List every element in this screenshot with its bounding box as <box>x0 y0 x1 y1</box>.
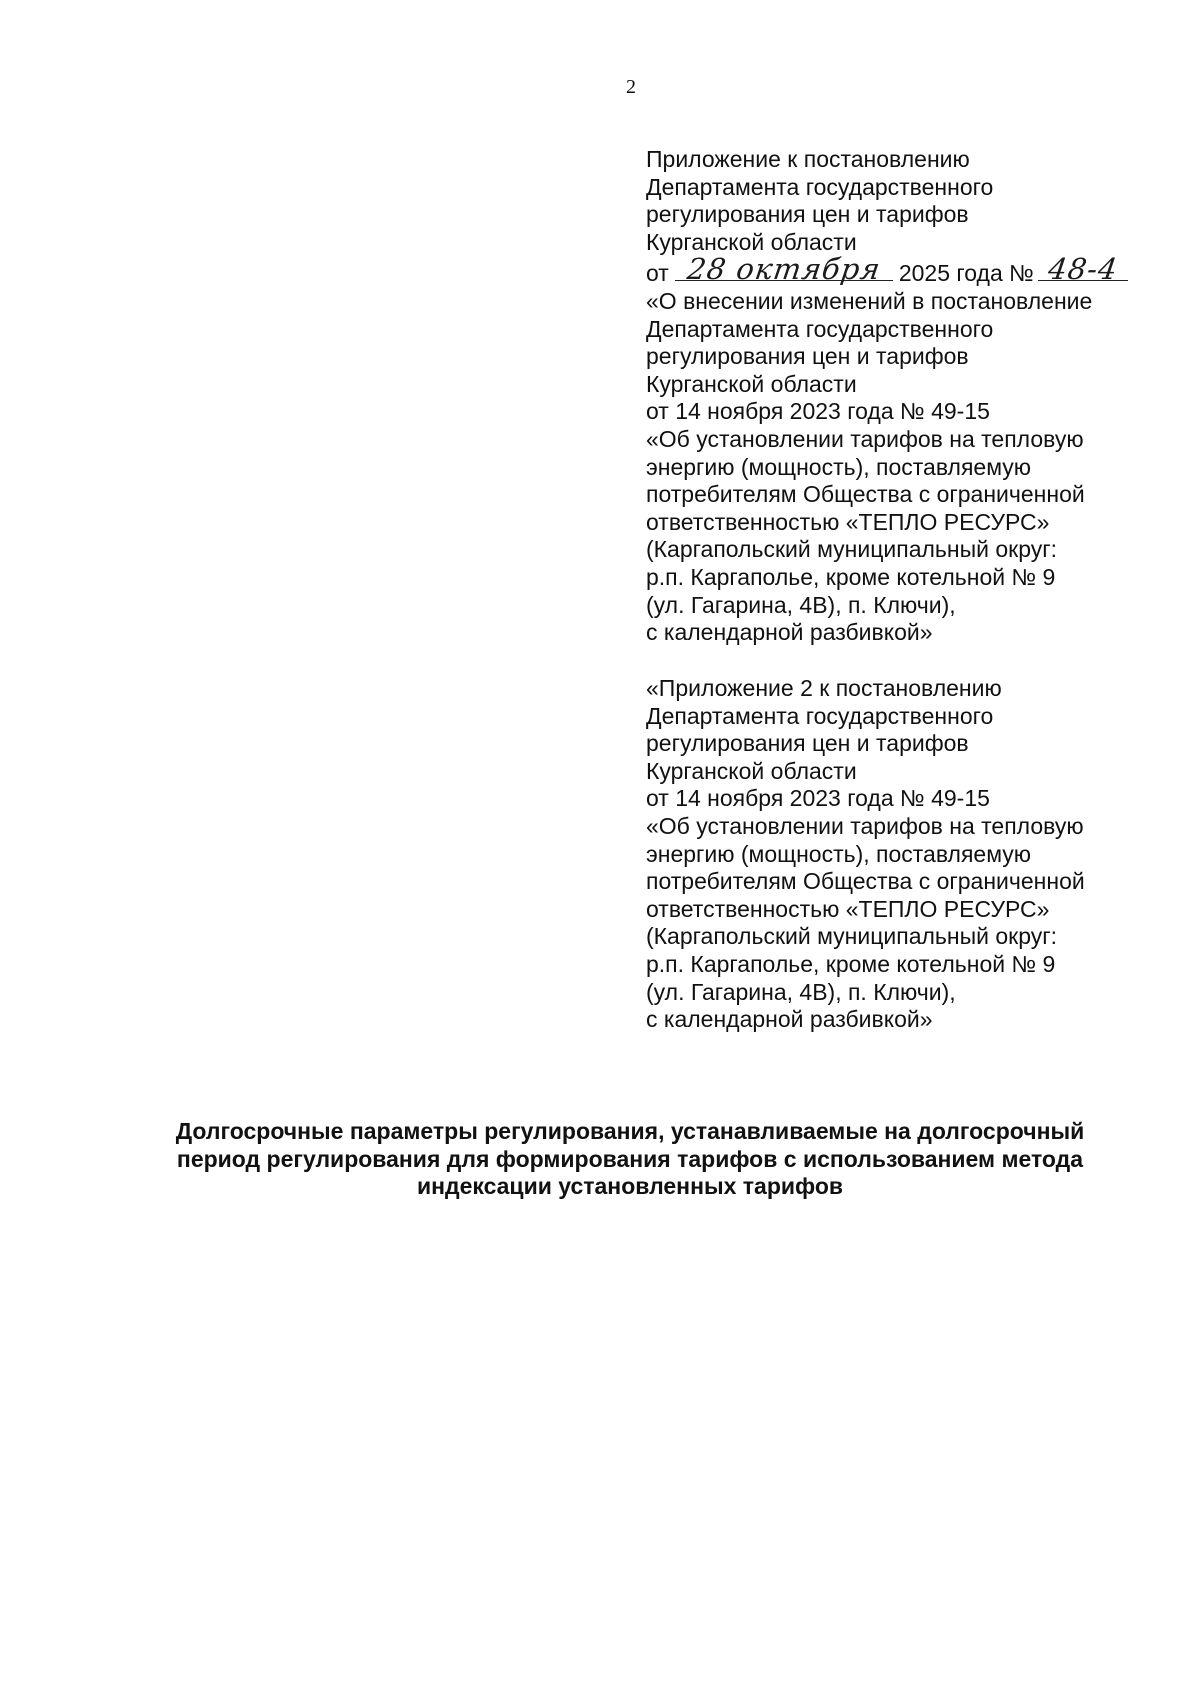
annex-line: Департамента государственного <box>646 702 994 729</box>
document-title <box>140 1118 1120 1201</box>
annex-line: Курганской области <box>646 757 857 784</box>
page-number: 2 <box>626 76 636 98</box>
annex-line: «Приложение 2 к постановлению <box>646 675 1002 701</box>
handwritten-date: 28 октября <box>685 251 883 286</box>
annex-line: «Об установлении тарифов на тепловую <box>646 425 1084 452</box>
annex-line: энергию (мощность), поставляемую <box>646 840 1032 867</box>
annex-line: (Каргапольский муниципальный округ: <box>646 536 1058 563</box>
annex-line: с календарной разбивкой» <box>646 619 933 646</box>
title-line: Долгосрочные параметры регулирования, устанавливаемые на долгосрочный <box>175 1118 1085 1144</box>
handwritten-number-field <box>1038 251 1128 286</box>
annex-line: потребителям Общества с ограниченной <box>646 481 1085 508</box>
annex-2-header <box>646 675 1085 1034</box>
annex-line: с календарной разбивкой» <box>646 1006 933 1033</box>
annex-line: (ул. Гагарина, 4В), п. Ключи), <box>646 591 956 618</box>
annex-line: Курганской области <box>646 370 857 397</box>
resolution-date-line <box>646 251 1128 288</box>
annex-line: «Об установлении тарифов на тепловую <box>646 812 1084 839</box>
title-line: период регулирования для формирования тарифов с использованием метода <box>176 1145 1084 1172</box>
handwritten-date-field <box>675 251 893 286</box>
annex-line: Курганской области <box>646 228 857 255</box>
annex-line: (Каргапольский муниципальный округ: <box>646 923 1058 950</box>
annex-line: «О внесении изменений в постановление <box>646 287 1093 314</box>
handwritten-number: 48-4 <box>1045 251 1120 286</box>
date-year: 2025 года № <box>898 260 1034 287</box>
annex-header <box>646 146 1128 647</box>
annex-line: регулирования цен и тарифов <box>646 343 969 370</box>
date-prefix: от <box>646 260 669 287</box>
title-line: индексации установленных тарифов <box>416 1173 844 1200</box>
annex-line: (ул. Гагарина, 4В), п. Ключи), <box>646 978 956 1005</box>
annex-line: энергию (мощность), поставляемую <box>646 453 1032 480</box>
annex-line: р.п. Каргаполье, кроме котельной № 9 <box>646 950 1056 977</box>
annex-line: р.п. Каргаполье, кроме котельной № 9 <box>646 563 1056 590</box>
annex-line: ответственностью «ТЕПЛО РЕСУРС» <box>646 508 1050 535</box>
annex-line: регулирования цен и тарифов <box>646 730 969 757</box>
annex-line: Департамента государственного <box>646 315 994 342</box>
annex-line: Департамента государственного <box>646 173 994 200</box>
annex-line: потребителям Общества с ограниченной <box>646 868 1085 895</box>
annex-line: от 14 ноября 2023 года № 49-15 <box>646 785 990 812</box>
annex-line: регулирования цен и тарифов <box>646 201 969 228</box>
annex-line: Приложение к постановлению <box>646 146 970 172</box>
annex-line: от 14 ноября 2023 года № 49-15 <box>646 398 990 425</box>
annex-line: ответственностью «ТЕПЛО РЕСУРС» <box>646 895 1050 922</box>
